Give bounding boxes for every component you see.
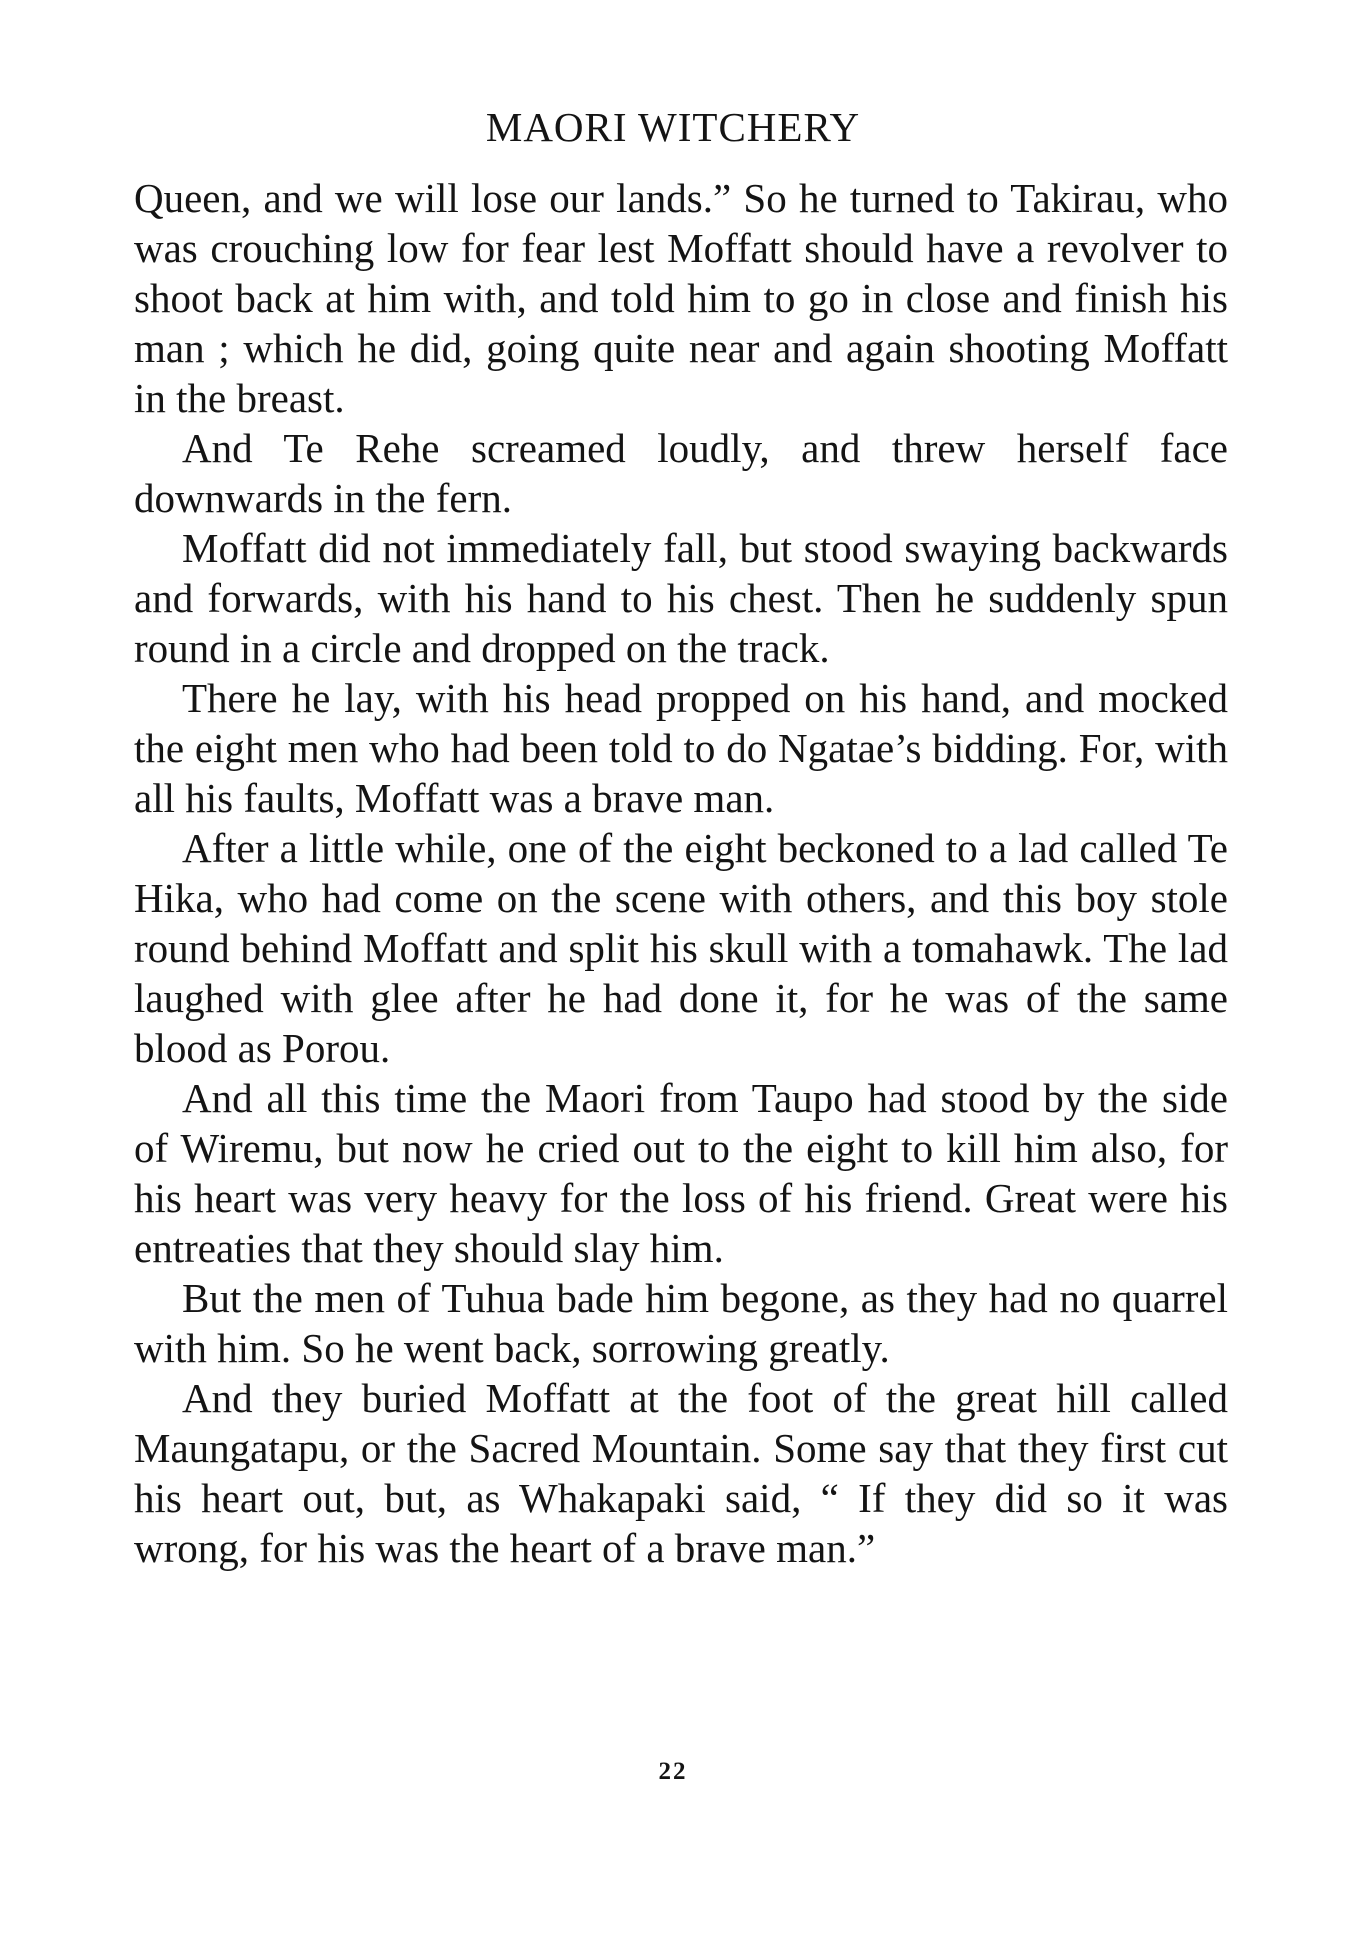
- paragraph: Moffatt did not immediately fall, but stood swaying backwards and forwards, with his hand to his chest. Then he suddenly spun round in a circle and dropped on the track.: [134, 525, 1228, 671]
- paragraph: And Te Rehe screamed loudly, and threw herself face downwards in the fern.: [134, 425, 1228, 521]
- running-head: MAORI WITCHERY: [485, 104, 861, 150]
- paragraph: There he lay, with his head propped on his hand, and mocked the eight men who had been told to do Ngatae’s bidding. For, with all his faults, Moffatt was a brave man.: [134, 675, 1228, 821]
- paragraph: And they buried Moffatt at the foot of the great hill called Maungatapu, or the Sacred Mountain. Some say that they first cut his heart out, but, as Whakapaki said, “ If they did so it was wrong, for his was the heart of a brave man.”: [134, 1375, 1228, 1571]
- paragraph: After a little while, one of the eight beckoned to a lad called Te Hika, who had come on the scene with others, and this boy stole round behind Moffatt and split his skull with a tomahawk. The lad laughed with glee after he had done it, for he was of the same blood as Porou.: [134, 825, 1228, 1071]
- paragraph: And all this time the Maori from Taupo had stood by the side of Wiremu, but now he cried out to the eight to kill him also, for his heart was very heavy for the loss of his friend. Great were his entreaties that they should slay him.: [134, 1075, 1228, 1271]
- paragraph-continued: Queen, and we will lose our lands.” So he turned to Takirau, who was crouching low for fear lest Moffatt should have a revolver to shoot back at him with, and told him to go in close and finish his man ; which he did, going quite near and again shooting Moffatt in the breast.: [134, 175, 1228, 421]
- paragraph: But the men of Tuhua bade him begone, as they had no quarrel with him. So he went back, sorrowing greatly.: [134, 1275, 1228, 1371]
- page-number: 22: [658, 1758, 688, 1785]
- body-text: [134, 173, 1228, 1573]
